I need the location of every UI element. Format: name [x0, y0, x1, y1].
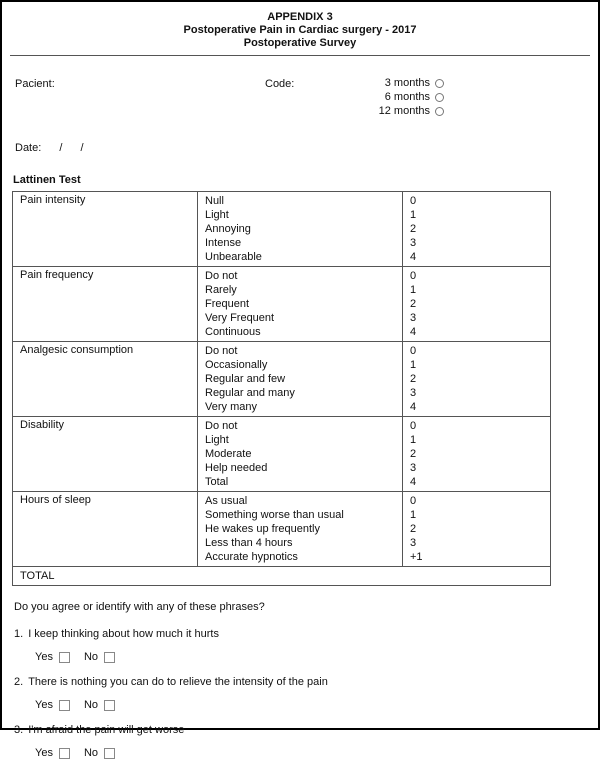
- total-label: TOTAL: [13, 567, 551, 586]
- row-scores: [403, 342, 551, 417]
- date-slash: /: [59, 142, 63, 154]
- row-scores: [403, 492, 551, 567]
- option-label: Intense: [205, 237, 242, 249]
- row-options: [198, 342, 403, 417]
- score-value: 0: [410, 270, 417, 282]
- code-option-12-months: [354, 104, 444, 118]
- option-label: Frequent: [205, 298, 250, 310]
- code-option-label: 12 months: [378, 105, 430, 117]
- questions-intro: Do you agree or identify with any of these phrases?: [14, 601, 265, 613]
- yes-no-row: [35, 699, 598, 711]
- option-label: Do not: [205, 270, 238, 282]
- date-row: [15, 142, 598, 154]
- no-label: No: [83, 747, 99, 759]
- score-value: 1: [410, 434, 417, 446]
- date-slash: /: [80, 142, 84, 154]
- question-text: I'm afraid the pain will get worse: [28, 724, 185, 736]
- yes-checkbox[interactable]: [59, 652, 70, 663]
- table-row-hours-of-sleep: [13, 492, 551, 567]
- option-label: Do not: [205, 420, 238, 432]
- score-value: 2: [410, 523, 417, 535]
- row-scores: [403, 267, 551, 342]
- row-category: Hours of sleep: [13, 492, 198, 567]
- row-options: [198, 267, 403, 342]
- score-value: 1: [410, 509, 417, 521]
- row-options: [198, 417, 403, 492]
- question-number: 1.: [14, 628, 24, 640]
- question-item-1: [14, 628, 598, 663]
- table-row-disability: [13, 417, 551, 492]
- option-label: As usual: [205, 495, 248, 507]
- score-value: 1: [410, 209, 417, 221]
- yes-no-row: [35, 747, 598, 759]
- row-scores: [403, 417, 551, 492]
- radio-6-months[interactable]: [435, 93, 444, 102]
- no-label: No: [83, 699, 99, 711]
- score-value: 3: [410, 237, 417, 249]
- no-checkbox[interactable]: [104, 652, 115, 663]
- option-label: Total: [205, 476, 229, 488]
- code-options: [354, 76, 444, 118]
- score-value: 3: [410, 462, 417, 474]
- row-options: [198, 192, 403, 267]
- score-value: 4: [410, 476, 417, 488]
- option-label: Something worse than usual: [205, 509, 344, 521]
- no-label: No: [83, 651, 99, 663]
- score-value: 0: [410, 195, 417, 207]
- score-value: 1: [410, 359, 417, 371]
- patient-code-section: [2, 76, 598, 126]
- score-value: +1: [410, 551, 423, 563]
- row-category: Pain frequency: [13, 267, 198, 342]
- code-option-3-months: [354, 76, 444, 90]
- option-label: Very many: [205, 401, 257, 413]
- question-item-3: [14, 724, 598, 759]
- option-label: Light: [205, 434, 229, 446]
- row-category: Analgesic consumption: [13, 342, 198, 417]
- option-label: Regular and many: [205, 387, 295, 399]
- score-value: 3: [410, 537, 417, 549]
- table-row-total: [13, 567, 551, 586]
- code-label: Code:: [265, 78, 295, 90]
- question-number: 2.: [14, 676, 24, 688]
- page-header: [2, 2, 598, 50]
- option-label: Occasionally: [205, 359, 268, 371]
- question-text: There is nothing you can do to relieve the intensity of the pain: [28, 676, 328, 688]
- option-label: Less than 4 hours: [205, 537, 293, 549]
- no-checkbox[interactable]: [104, 700, 115, 711]
- score-value: 0: [410, 420, 417, 432]
- code-option-6-months: [354, 90, 444, 104]
- option-label: Help needed: [205, 462, 268, 474]
- row-options: [198, 492, 403, 567]
- score-value: 3: [410, 312, 417, 324]
- yes-label: Yes: [35, 747, 53, 759]
- option-label: Accurate hypnotics: [205, 551, 298, 563]
- table-row-analgesic-consumption: [13, 342, 551, 417]
- option-label: Very Frequent: [205, 312, 275, 324]
- radio-3-months[interactable]: [435, 79, 444, 88]
- code-option-label: 3 months: [384, 77, 430, 89]
- score-value: 2: [410, 448, 417, 460]
- option-label: Null: [205, 195, 224, 207]
- yes-checkbox[interactable]: [59, 748, 70, 759]
- date-label: Date:: [15, 142, 42, 154]
- survey-title: Postoperative Pain in Cardiac surgery - 2017: [183, 24, 417, 36]
- header-divider: [10, 55, 590, 56]
- pacient-label: Pacient:: [15, 78, 55, 90]
- option-label: He wakes up frequently: [205, 523, 320, 535]
- yes-label: Yes: [35, 651, 53, 663]
- option-label: Light: [205, 209, 229, 221]
- score-value: 4: [410, 251, 417, 263]
- row-scores: [403, 192, 551, 267]
- option-label: Moderate: [205, 448, 252, 460]
- code-option-label: 6 months: [384, 91, 430, 103]
- yes-checkbox[interactable]: [59, 700, 70, 711]
- option-label: Rarely: [205, 284, 237, 296]
- question-number: 3.: [14, 724, 24, 736]
- no-checkbox[interactable]: [104, 748, 115, 759]
- option-label: Regular and few: [205, 373, 286, 385]
- question-text: I keep thinking about how much it hurts: [28, 628, 219, 640]
- lattinen-table: [12, 191, 551, 586]
- option-label: Do not: [205, 345, 238, 357]
- table-row-pain-frequency: [13, 267, 551, 342]
- questions-section: [14, 601, 598, 759]
- score-value: 4: [410, 401, 417, 413]
- score-value: 1: [410, 284, 417, 296]
- row-category: Pain intensity: [13, 192, 198, 267]
- radio-12-months[interactable]: [435, 107, 444, 116]
- row-category: Disability: [13, 417, 198, 492]
- score-value: 0: [410, 495, 417, 507]
- score-value: 2: [410, 223, 417, 235]
- option-label: Unbearable: [205, 251, 262, 263]
- survey-subtitle: Postoperative Survey: [243, 37, 357, 49]
- appendix-title: APPENDIX 3: [267, 11, 333, 23]
- score-value: 2: [410, 373, 417, 385]
- score-value: 0: [410, 345, 417, 357]
- option-label: Annoying: [205, 223, 251, 235]
- yes-no-row: [35, 651, 598, 663]
- lattinen-test-title: Lattinen Test: [13, 174, 81, 186]
- score-value: 2: [410, 298, 417, 310]
- score-value: 3: [410, 387, 417, 399]
- option-label: Continuous: [205, 326, 261, 338]
- table-row-pain-intensity: [13, 192, 551, 267]
- yes-label: Yes: [35, 699, 53, 711]
- score-value: 4: [410, 326, 417, 338]
- question-item-2: [14, 676, 598, 711]
